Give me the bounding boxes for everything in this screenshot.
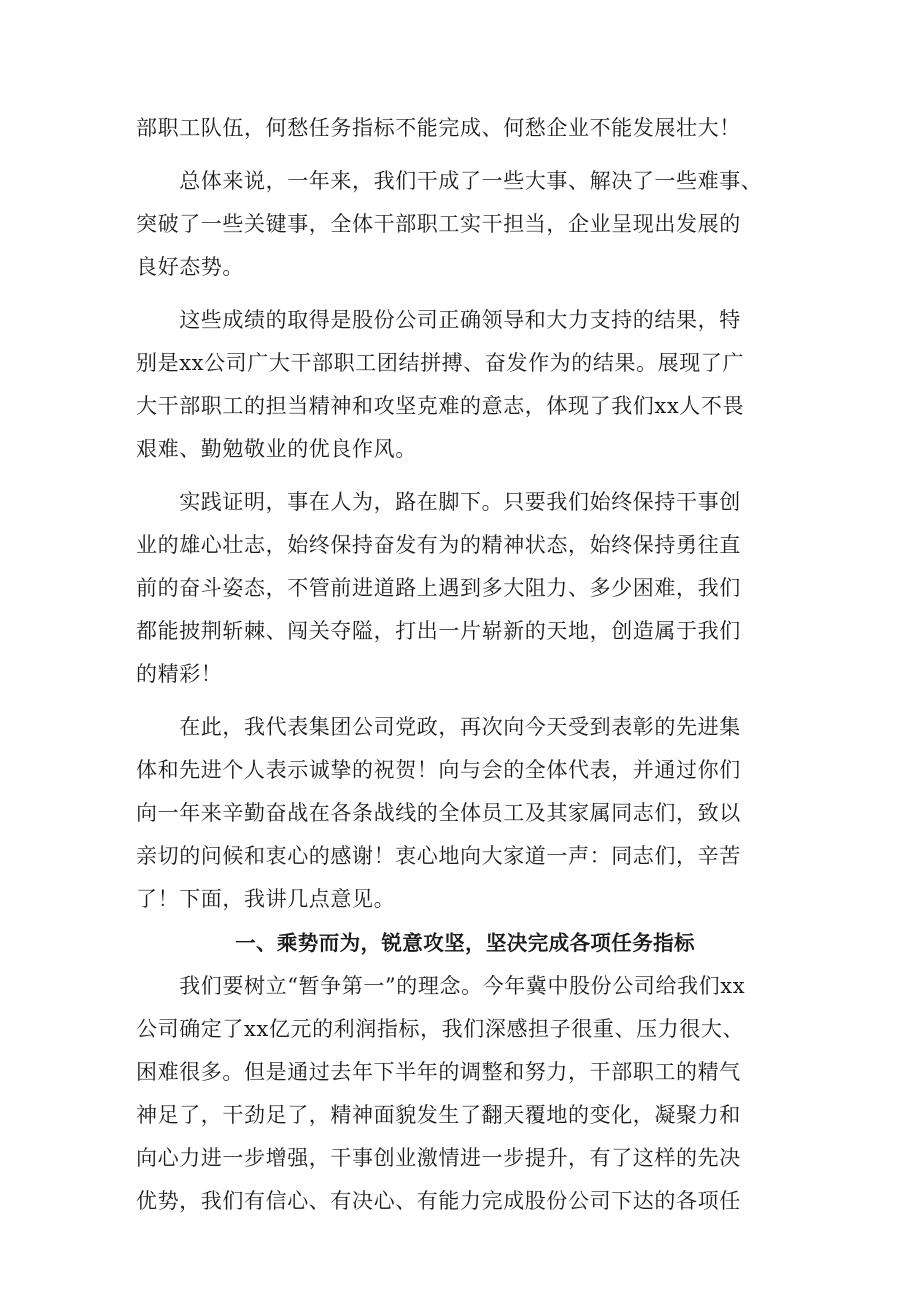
text-line: 的精彩！ <box>136 662 223 686</box>
paragraph-1 <box>136 107 794 150</box>
text-line: 向心力进一步增强，干事创业激情进一步提升，有了这样的先决 <box>136 1146 741 1170</box>
paragraph-2 <box>136 160 794 289</box>
text-line: 了！下面，我讲几点意见。 <box>136 887 396 911</box>
text-line: 困难很多。但是通过去年下半年的调整和努力，干部职工的精气 <box>136 1060 741 1084</box>
document-body <box>136 107 794 1223</box>
text-line: 别是xx公司广大干部职工团结拼搏、奋发作为的结果。展现了广 <box>136 351 745 375</box>
text-line: 亲切的问候和衷心的感谢！衷心地向大家道一声：同志们，辛苦 <box>136 844 741 868</box>
text-line: 都能披荆斩棘、闯关夺隘，打出一片崭新的天地，创造属于我们 <box>136 619 741 643</box>
text-line: 部职工队伍，何愁任务指标不能完成、何愁企业不能发展壮大！ <box>136 116 741 140</box>
text-line: 良好态势。 <box>136 255 244 279</box>
text-line: 前的奋斗姿态，不管前进道路上遇到多大阻力、多少困难，我们 <box>136 576 741 600</box>
text-line: 实践证明，事在人为，路在脚下。只要我们始终保持干事创 <box>136 490 741 514</box>
paragraph-4 <box>136 481 794 696</box>
text-line: 大干部职工的担当精神和攻坚克难的意志，体现了我们xx人不畏 <box>136 394 745 418</box>
text-line: 总体来说，一年来，我们干成了一些大事、解决了一些难事、 <box>136 169 763 193</box>
paragraph-3 <box>136 299 794 471</box>
section-heading: 一、乘势而为，锐意攻坚，坚决完成各项任务指标 <box>235 931 695 955</box>
text-line: 公司确定了xx亿元的利润指标，我们深感担子很重、压力很大、 <box>136 1017 745 1041</box>
paragraph-5 <box>136 706 794 921</box>
text-line: 这些成绩的取得是股份公司正确领导和大力支持的结果，特 <box>136 308 741 332</box>
text-line: 我们要树立“暂争第一”的理念。今年冀中股份公司给我们xx <box>136 974 746 998</box>
text-line: 突破了一些关键事，全体干部职工实干担当，企业呈现出发展的 <box>136 212 741 236</box>
text-line: 神足了，干劲足了，精神面貌发生了翻天覆地的变化，凝聚力和 <box>136 1103 741 1127</box>
text-line: 业的雄心壮志，始终保持奋发有为的精神状态，始终保持勇往直 <box>136 533 741 557</box>
text-line: 向一年来辛勤奋战在各条战线的全体员工及其家属同志们，致以 <box>136 801 741 825</box>
text-line: 在此，我代表集团公司党政，再次向今天受到表彰的先进集 <box>136 715 741 739</box>
paragraph-6 <box>136 965 794 1223</box>
text-line: 艰难、勤勉敬业的优良作风。 <box>136 437 417 461</box>
text-line: 体和先进个人表示诚挚的祝贺！向与会的全体代表，并通过你们 <box>136 758 741 782</box>
text-line: 优势，我们有信心、有决心、有能力完成股份公司下达的各项任 <box>136 1189 741 1213</box>
